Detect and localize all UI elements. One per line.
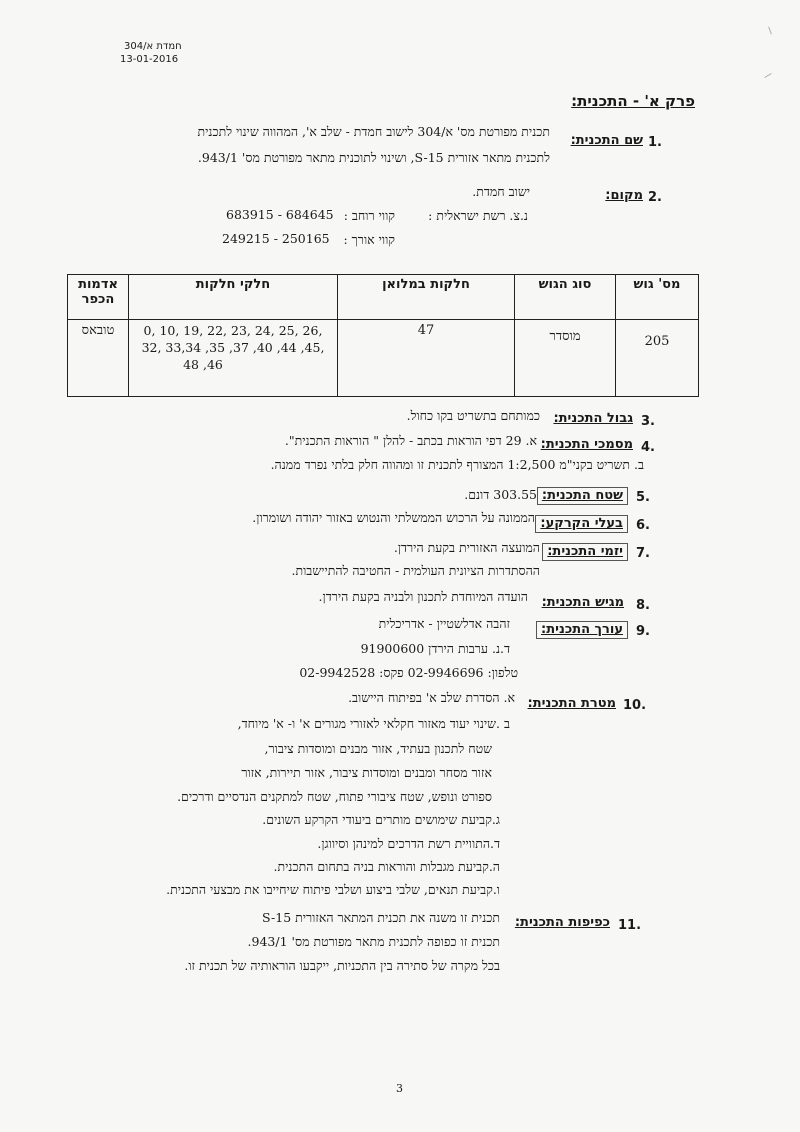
item-label-boundary: גבול התכנית:: [553, 411, 633, 426]
item-label-landowners: בעלי הקרקע:: [535, 515, 628, 533]
cell-block-type: מוסדר: [515, 320, 616, 397]
planner-line-2: ד.נ. ערבות הירדן 91900600: [360, 641, 510, 656]
item-number: 2.: [648, 190, 662, 205]
item-number: 1.: [648, 135, 662, 150]
purpose-line-a: א. הסדרת שלב א' בפיתוח היישוב.: [348, 690, 515, 705]
lon-value: 249215 - 250165: [222, 231, 330, 246]
item-number: 8.: [636, 598, 650, 613]
purpose-line-f: ו.קביעת תנאים, שלבי ביצוע ושלבי פיתוח שיחייבו את מבצעי התכנית.: [166, 882, 500, 897]
area-text: 303.55 דונם.: [464, 487, 537, 502]
plan-name-line-2: לתכנית מתאר אזורית S-15, ושינוי לתוכנית מתאר מפורטת מס' 943/1.: [197, 150, 550, 165]
subordination-line-2: תכנית זו כפופה לתכנית מתאר מפורטת מס' 943/1.: [247, 934, 500, 949]
submitter-text: הועדה המיוחדת לתכנון ולבניה בקעת הירדן.: [318, 589, 528, 604]
purpose-line-e: ה.קביעת מגבלות והוראות בניה בתחום התכנית.: [273, 859, 500, 874]
subordination-line-3: בכל מקרה של סתירה בין התכניות, ייקבעו הוראותיה של תכנית זו.: [184, 958, 500, 973]
lat-value: 683915 - 684645: [226, 207, 334, 222]
item-number: 5.: [636, 490, 650, 505]
item-number: 3.: [641, 414, 655, 429]
col-block: מס' גוש: [616, 275, 699, 320]
col-village-lands: אדמות הכפר: [68, 275, 129, 320]
item-label-purpose: מטרת התכנית:: [527, 696, 616, 711]
item-number: 10.: [623, 698, 647, 713]
purpose-line-b: ב .שינוי יעוד מאזור חקלאי לאזורי מגורים א' ו- א' מיוחד,: [237, 716, 510, 731]
parcels-table: [67, 274, 699, 397]
col-partial-parcels: חלקי חלקות: [129, 275, 338, 320]
item-label-area: שטח התכנית:: [537, 487, 628, 505]
cell-partial-parcels: [129, 320, 338, 397]
margin-mark: [768, 27, 772, 35]
item-number: 9.: [636, 624, 650, 639]
item-label-initiators: יזמי התכנית:: [542, 543, 628, 561]
item-label-subordination: כפיפות התכנית:: [514, 915, 610, 930]
partial-line: 48 ,46: [183, 357, 223, 372]
purpose-line-b2: שטח לתכנון בעתיד, אזור מבנים ומוסדות ציבור,: [264, 741, 492, 756]
cell-block: 205: [616, 320, 699, 397]
section-title: פרק א' - התכנית:: [571, 92, 695, 110]
col-full-parcels: חלקות במלואן: [338, 275, 515, 320]
initiators-line-2: ההסתדרות הציונית העולמית - החטיבה להתיישבות.: [291, 563, 540, 578]
partial-line: 32, 33,34 ,35 ,37 ,40 ,44 ,45,: [141, 340, 325, 355]
grid-label: נ.צ. רשת ישראלית :: [428, 208, 528, 223]
cell-village: טובאס: [68, 320, 129, 397]
plan-name-line-1: תכנית מפורטת מס' א/304 לישוב חמדת - שלב א', המהווה שינוי לתכנית: [197, 124, 550, 139]
item-label-planner: עורך התכנית:: [536, 621, 628, 639]
location-value: ישוב חמדת.: [472, 184, 530, 199]
purpose-line-d: ד.התוויית רשת הדרכים למינהן וסיווגן.: [317, 836, 500, 851]
lat-label: קווי רוחב :: [343, 208, 395, 223]
landowners-text: הממונה על הרכוש הממשלתי והנטוש באזור יהודה ושומרון.: [252, 510, 535, 525]
purpose-line-b4: ספורט ונופש, שטח ציבורי פתוח, שטח למתקנים הנדסיים ודרכים.: [177, 789, 492, 804]
page-number: 3: [396, 1082, 403, 1095]
item-label-submitter: מגיש התכנית:: [541, 595, 624, 610]
subordination-line-1: תכנית זו משנה את תכנית המתאר האזורית S-15: [262, 910, 500, 925]
item-number: 4.: [641, 440, 655, 455]
item-label-location: מקום:: [605, 188, 643, 203]
documents-line-b: ב. תשריט בקני"מ 1:2,500 המצורף לתכנית זו ומהווה חלק בלתי נפרד ממנה.: [270, 457, 644, 472]
item-number: 11.: [618, 918, 642, 933]
purpose-line-c: ג.קביעת שימושים מותרים ביעודי הקרקע השונים.: [262, 812, 500, 827]
initiators-line-1: המועצה האזורית בקעת הירדן.: [393, 540, 540, 555]
documents-line-a: א. 29 דפי הוראות בכתב - להלן " הוראות התכנית".: [284, 433, 537, 448]
planner-line-3: טלפון: 02-9946696 פקס: 02-9942528: [299, 665, 518, 680]
planner-line-1: זהבה אדלשטיין - אדריכלית: [378, 616, 510, 631]
table-header-row: [68, 275, 699, 320]
cell-full-parcels: 47: [338, 320, 515, 397]
margin-mark: [764, 73, 771, 78]
boundary-text: כמותחם בתשריט בקו כחול.: [406, 408, 540, 423]
doc-date: 13-01-2016: [120, 54, 179, 65]
col-block-type: סוג הגוש: [515, 275, 616, 320]
table-row: [68, 320, 699, 397]
item-number: 7.: [636, 546, 650, 561]
item-label-plan-name: שם התכנית:: [570, 133, 643, 148]
partial-line: 0, 10, 19, 22, 23, 24, 25, 26,: [143, 323, 323, 338]
item-label-documents: מסמכי התכנית:: [540, 437, 633, 452]
purpose-line-b3: אזור מסחר ומבנים ומוסדות ציבור, אזור תיירות, אזור: [241, 765, 492, 780]
lon-label: קווי אורך :: [343, 232, 395, 247]
item-number: 6.: [636, 518, 650, 533]
doc-code: חמדת א/304: [124, 41, 182, 52]
